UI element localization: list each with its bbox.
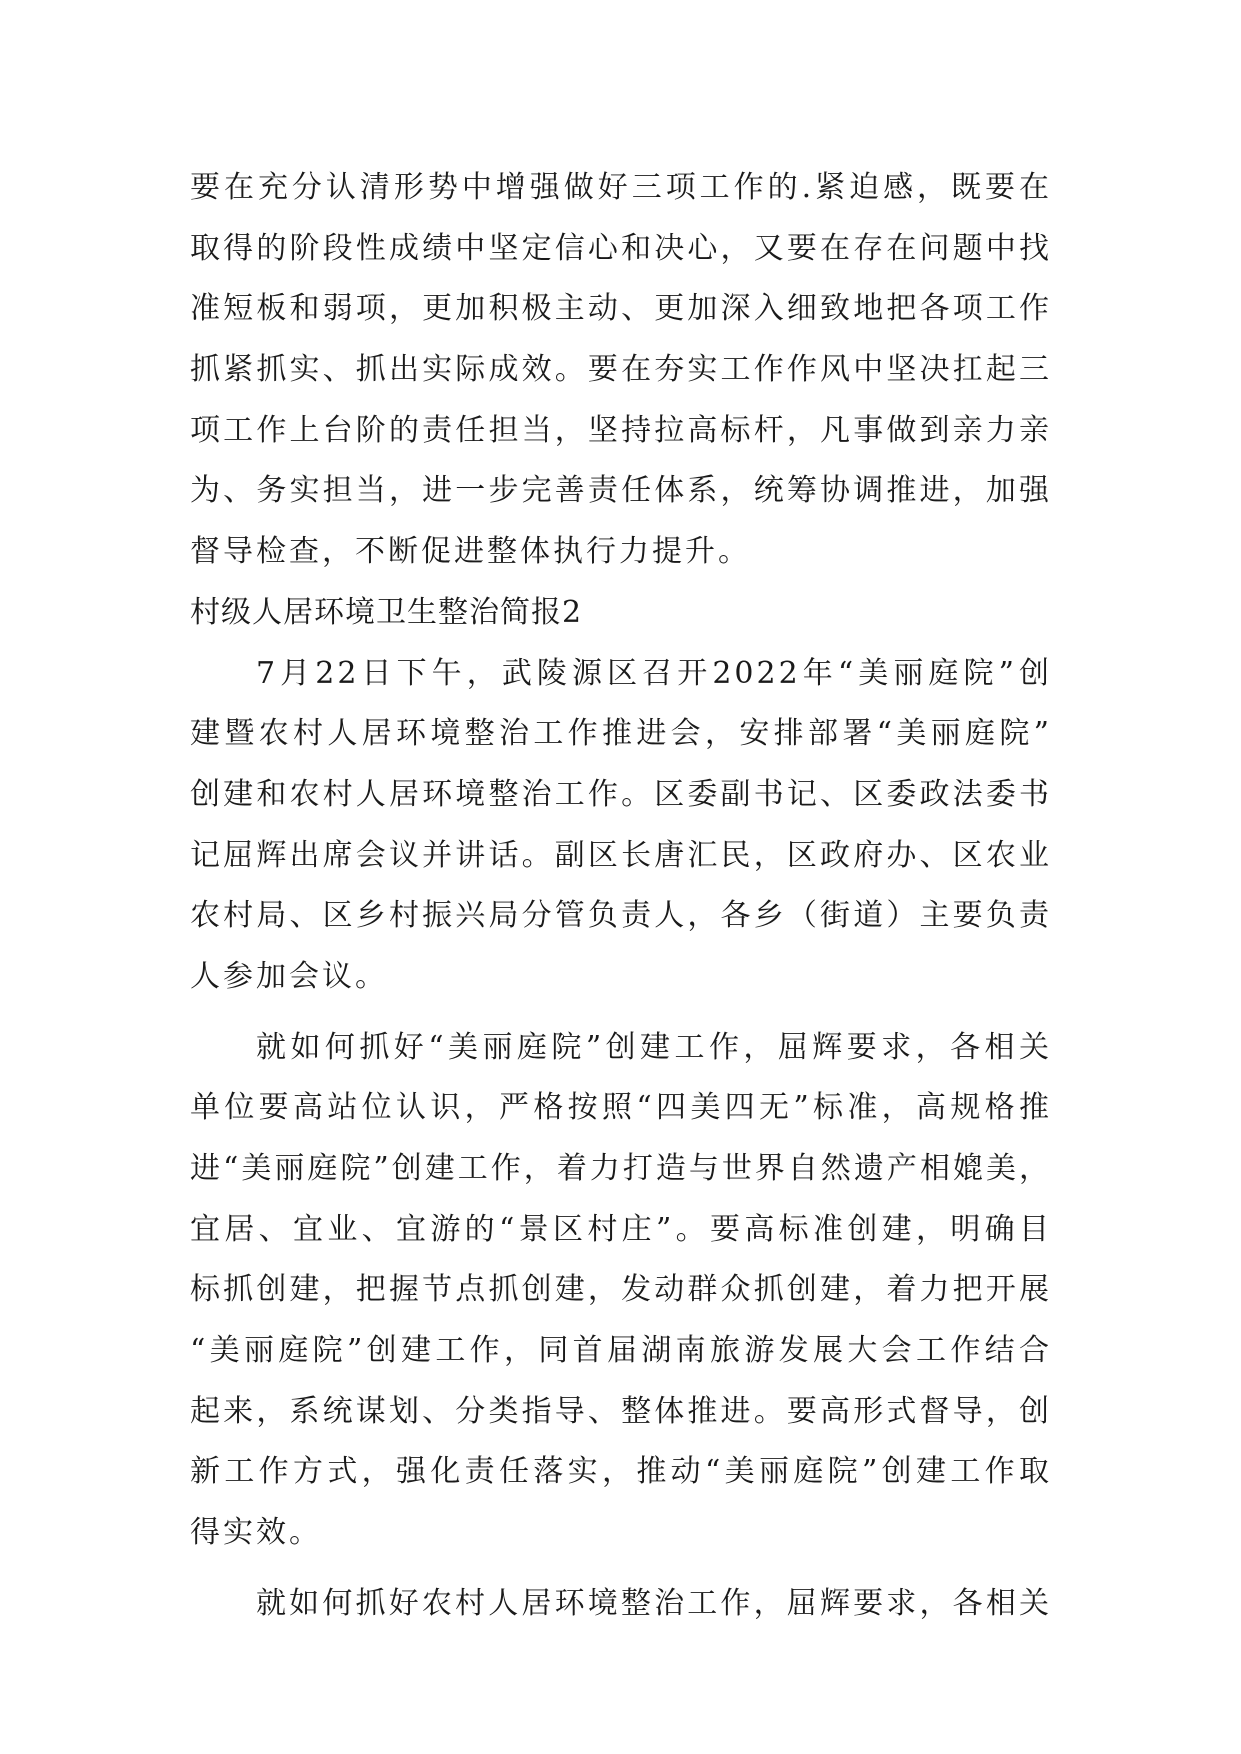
text-line: 创建和农村人居环境整治工作。区委副书记、区委政法委书: [190, 776, 1052, 812]
paragraph-environment: [190, 1574, 1052, 1635]
paragraph-spacer: [190, 1564, 1052, 1574]
document-body: [190, 158, 1052, 1635]
text-line: 宜居、宜业、宜游的“景区村庄”。要高标准创建，明确目: [190, 1211, 1052, 1247]
text-line: 标抓创建，把握节点抓创建，发动群众抓创建，着力把开展: [190, 1272, 1052, 1308]
text-line: 起来，系统谋划、分类指导、整体推进。要高形式督导，创: [190, 1393, 1052, 1429]
paragraph-courtyard: [190, 1018, 1052, 1564]
text-line: 建暨农村人居环境整治工作推进会，安排部署“美丽庭院”: [190, 716, 1052, 752]
section-title: 村级人居环境卫生整治简报2: [190, 594, 583, 630]
text-line: 就如何抓好农村人居环境整治工作，屈辉要求，各相关: [256, 1585, 1052, 1621]
text-line: 督导检查，不断促进整体执行力提升。: [190, 534, 751, 570]
text-line: 得实效。: [190, 1515, 322, 1551]
text-line: 单位要高站位认识，严格按照“四美四无”标准，高规格推: [190, 1090, 1052, 1126]
text-line: 进“美丽庭院”创建工作，着力打造与世界自然遗产相媲美，: [190, 1151, 1052, 1186]
text-line: 农村局、区乡村振兴局分管负责人，各乡（街道）主要负责: [190, 898, 1052, 934]
text-line: 就如何抓好“美丽庭院”创建工作，屈辉要求，各相关: [256, 1029, 1052, 1065]
text-line: “美丽庭院”创建工作，同首届湖南旅游发展大会工作结合: [190, 1333, 1052, 1369]
text-line: 人参加会议。: [190, 958, 388, 994]
text-line: 抓紧抓实、抓出实际成效。要在夯实工作作风中坚决扛起三: [190, 352, 1052, 388]
text-line: 取得的阶段性成绩中坚定信心和决心，又要在存在问题中找: [190, 230, 1052, 266]
text-line: 准短板和弱项，更加积极主动、更加深入细致地把各项工作: [190, 291, 1052, 327]
paragraph-spacer: [190, 1008, 1052, 1018]
paragraph-meeting: [190, 644, 1052, 1008]
text-line: 项工作上台阶的责任担当，坚持拉高标杆，凡事做到亲力亲: [190, 412, 1052, 448]
text-line: 为、务实担当，进一步完善责任体系，统筹协调推进，加强: [190, 473, 1052, 509]
text-line: 要在充分认清形势中增强做好三项工作的.紧迫感，既要在: [190, 170, 1052, 205]
text-line: 新工作方式，强化责任落实，推动“美丽庭院”创建工作取: [190, 1454, 1052, 1490]
paragraph-continuation: [190, 158, 1052, 583]
text-line: 记屈辉出席会议并讲话。副区长唐汇民，区政府办、区农业: [190, 837, 1052, 873]
text-line: 7月22日下午，武陵源区召开2022年“美丽庭院”创: [256, 655, 1052, 691]
